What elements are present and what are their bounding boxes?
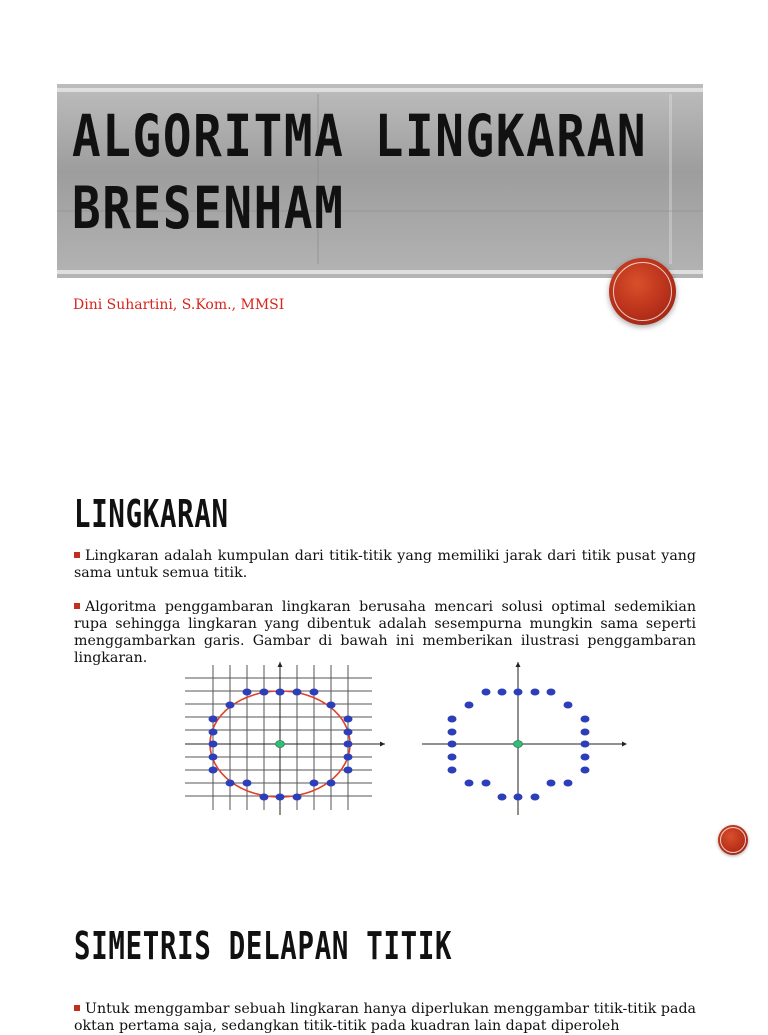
slide-title [72, 100, 648, 244]
bullet-item: Untuk menggambar sebuah lingkaran hanya diperlukan menggambar titik-titik pada oktan pertama saja, sedangkan titik-titik pada kuadran lain dapat diperoleh [74, 1001, 696, 1034]
bullet-marker [74, 1005, 80, 1011]
section-heading-simetris: SIMETRIS DELAPAN TITIK [74, 924, 453, 968]
axes-diagram [422, 662, 625, 815]
center-point [514, 741, 523, 748]
center-point [276, 741, 285, 748]
title-line-2: BRESENHAM [72, 174, 345, 242]
title-line-1: ALGORITMA LINGKARAN [72, 102, 648, 170]
section-heading-lingkaran: LINGKARAN [74, 492, 229, 536]
bullet-item: Lingkaran adalah kumpulan dari titik-titik yang memiliki jarak dari titik pusat yang sama untuk semua titik. [74, 548, 696, 581]
bullet-marker [74, 603, 80, 609]
circle-illustration [175, 660, 635, 818]
bullet-item: Algoritma penggambaran lingkaran berusaha mencari solusi optimal sedemikian rupa sehingga lingkaran yang dibentuk adalah sesempurna mungkin sama seperti menggambarkan garis. Gambar di bawah ini memberikan ilustrasi penggambaran lingkaran. [74, 599, 696, 666]
orb-decoration-icon [718, 825, 748, 855]
author-name: Dini Suhartini, S.Kom., MMSI [73, 297, 285, 313]
grid-diagram [185, 662, 385, 815]
orb-decoration-icon [609, 258, 676, 325]
bullet-marker [74, 552, 80, 558]
